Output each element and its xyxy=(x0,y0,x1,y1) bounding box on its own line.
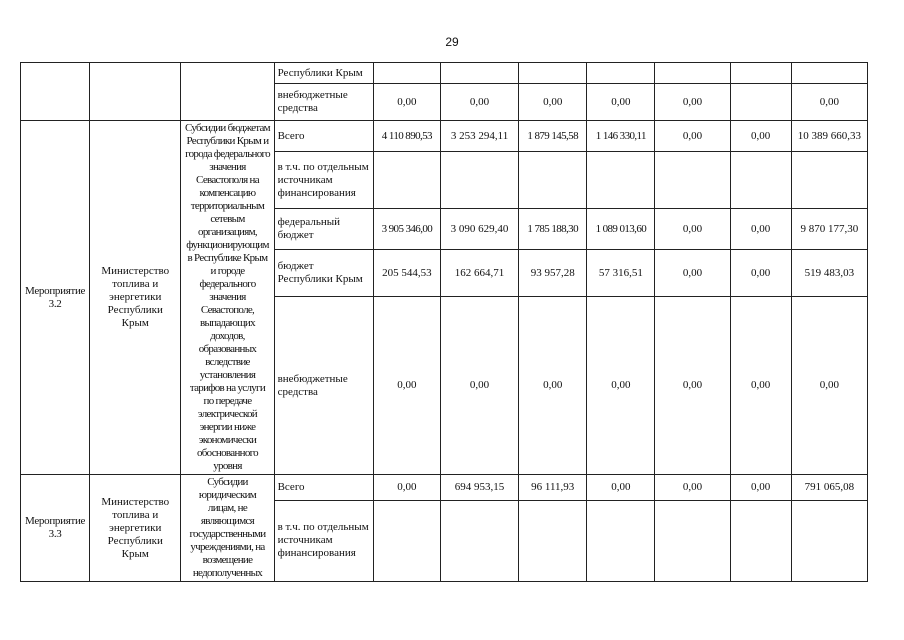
value-cell: 1 879 145,58 xyxy=(519,121,587,152)
description-cell: Субсидии бюджетам Республики Крым и города федерального значения Севастополя на компенсацию территориальным сетевым организациям, функционирующим в Республике Крым и городе федерального значения Севастополе, выпадающих доходов, образованных вследствие установления тарифов на услуги по передаче электрической энергии ниже экономически обоснованного уровня xyxy=(181,121,274,475)
value-cell: 0,00 xyxy=(519,297,587,475)
value-cell: 1 146 330,11 xyxy=(587,121,655,152)
value-cell: 0,00 xyxy=(655,84,730,121)
value-cell xyxy=(587,63,655,84)
value-cell: 0,00 xyxy=(373,84,440,121)
table-row xyxy=(21,63,868,84)
value-cell: 0,00 xyxy=(655,297,730,475)
value-cell: 0,00 xyxy=(655,250,730,297)
value-cell: 0,00 xyxy=(655,121,730,152)
value-cell xyxy=(373,152,440,209)
value-cell: 162 664,71 xyxy=(440,250,518,297)
value-cell: 0,00 xyxy=(730,475,791,501)
description-cell xyxy=(181,63,274,121)
value-cell: 0,00 xyxy=(791,84,867,121)
value-cell xyxy=(655,500,730,581)
value-cell xyxy=(440,63,518,84)
value-cell xyxy=(791,500,867,581)
value-cell: 0,00 xyxy=(373,475,440,501)
value-cell: 0,00 xyxy=(655,475,730,501)
source-cell: бюджет Республики Крым xyxy=(274,250,373,297)
value-cell: 205 544,53 xyxy=(373,250,440,297)
value-cell xyxy=(655,152,730,209)
value-cell: 4 110 890,53 xyxy=(373,121,440,152)
source-cell: федеральный бюджет xyxy=(274,209,373,250)
value-cell xyxy=(440,152,518,209)
source-cell: внебюджетные средства xyxy=(274,84,373,121)
measure-cell: Мероприятие 3.3 xyxy=(21,475,90,582)
value-cell xyxy=(730,152,791,209)
value-cell xyxy=(655,63,730,84)
value-cell: 0,00 xyxy=(587,475,655,501)
value-cell: 1 785 188,30 xyxy=(519,209,587,250)
value-cell: 519 483,03 xyxy=(791,250,867,297)
value-cell: 0,00 xyxy=(730,297,791,475)
value-cell: 1 089 013,60 xyxy=(587,209,655,250)
description-cell: Субсидии юридическим лицам, не являющимся государственными учреждениями, на возмещение недополученных xyxy=(181,475,274,582)
source-cell: Республики Крым xyxy=(274,63,373,84)
measure-cell xyxy=(21,63,90,121)
value-cell xyxy=(730,63,791,84)
value-cell xyxy=(791,63,867,84)
value-cell: 0,00 xyxy=(791,297,867,475)
table-row xyxy=(21,121,868,152)
measure-cell: Мероприятие 3.2 xyxy=(21,121,90,475)
value-cell xyxy=(519,152,587,209)
value-cell: 57 316,51 xyxy=(587,250,655,297)
value-cell: 0,00 xyxy=(373,297,440,475)
value-cell: 0,00 xyxy=(440,84,518,121)
value-cell: 3 090 629,40 xyxy=(440,209,518,250)
value-cell: 9 870 177,30 xyxy=(791,209,867,250)
value-cell xyxy=(587,152,655,209)
value-cell: 791 065,08 xyxy=(791,475,867,501)
source-cell: внебюджетные средства xyxy=(274,297,373,475)
page-number: 29 xyxy=(445,35,459,49)
value-cell: 0,00 xyxy=(730,250,791,297)
value-cell xyxy=(587,500,655,581)
table-row xyxy=(21,475,868,501)
executor-cell xyxy=(90,63,181,121)
value-cell: 3 253 294,11 xyxy=(440,121,518,152)
value-cell: 3 905 346,00 xyxy=(373,209,440,250)
value-cell xyxy=(791,152,867,209)
source-cell: Всего xyxy=(274,121,373,152)
value-cell: 96 111,93 xyxy=(519,475,587,501)
value-cell xyxy=(373,500,440,581)
value-cell: 0,00 xyxy=(440,297,518,475)
executor-cell: Министерство топлива и энергетики Республики Крым xyxy=(90,121,181,475)
source-cell: Всего xyxy=(274,475,373,501)
value-cell: 0,00 xyxy=(730,209,791,250)
value-cell: 0,00 xyxy=(519,84,587,121)
value-cell xyxy=(440,500,518,581)
value-cell xyxy=(730,500,791,581)
value-cell: 0,00 xyxy=(730,121,791,152)
value-cell xyxy=(519,63,587,84)
value-cell xyxy=(373,63,440,84)
value-cell: 0,00 xyxy=(587,84,655,121)
value-cell xyxy=(519,500,587,581)
value-cell: 0,00 xyxy=(587,297,655,475)
value-cell: 10 389 660,33 xyxy=(791,121,867,152)
value-cell: 694 953,15 xyxy=(440,475,518,501)
value-cell xyxy=(730,84,791,121)
value-cell: 0,00 xyxy=(655,209,730,250)
budget-table xyxy=(20,62,868,582)
source-cell: в т.ч. по отдельным источникам финансирования xyxy=(274,500,373,581)
source-cell: в т.ч. по отдельным источникам финансирования xyxy=(274,152,373,209)
executor-cell: Министерство топлива и энергетики Республики Крым xyxy=(90,475,181,582)
value-cell: 93 957,28 xyxy=(519,250,587,297)
